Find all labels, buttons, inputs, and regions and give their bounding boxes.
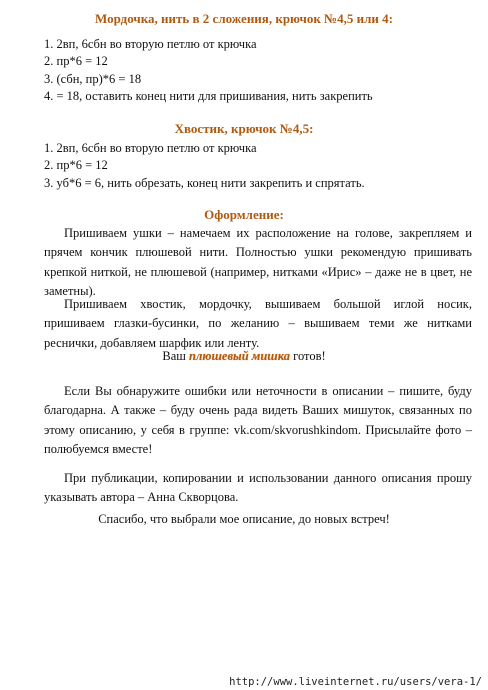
closing-paragraph-copyright: При публикации, копировании и использовании данного описания прошу указывать автора – Анна Скворцова. — [44, 471, 472, 505]
finishing-paragraph-assembly: Пришиваем хвостик, мордочку, вышиваем большой иглой носик, пришиваем глазки-бусинки, по желанию – вышиваем теми же нитками реснички, добавляем шарфик или ленту. — [44, 297, 472, 350]
footer-url: http://www.liveinternet.ru/users/vera-1/ — [229, 676, 482, 688]
finished-text-before: Ваш — [162, 349, 189, 363]
finished-text-after: готов! — [290, 349, 326, 363]
finishing-heading: Оформление: — [204, 207, 284, 222]
muzzle-row-3: 3. (сбн, пр)*6 = 18 — [44, 72, 142, 86]
muzzle-heading: Мордочка, нить в 2 сложения, крючок №4,5 или 4: — [95, 11, 393, 26]
finishing-paragraph-ears: Пришиваем ушки – намечаем их расположение на голове, закрепляем и прячем кончик плюшевой нити. Полностью ушки рекомендую пришивать крепкой ниткой, не плюшевой (например, нитками «Ирис» – даже не в цвет, не заметны). — [44, 226, 472, 298]
finished-bear-line — [0, 348, 488, 364]
tail-row-2: 2. пр*6 = 12 — [44, 158, 108, 172]
closing-thanks: Спасибо, что выбрали мое описание, до новых встреч! — [98, 512, 390, 526]
tail-row-3: 3. уб*6 = 6, нить обрезать, конец нити закрепить и спрятать. — [44, 176, 365, 190]
tail-heading: Хвостик, крючок №4,5: — [174, 121, 314, 136]
muzzle-row-2: 2. пр*6 = 12 — [44, 54, 108, 68]
finished-highlight: плюшевый мишка — [189, 349, 290, 363]
muzzle-row-4: 4. = 18, оставить конец нити для пришивания, нить закрепить — [44, 89, 373, 103]
closing-paragraph-feedback: Если Вы обнаружите ошибки или неточности в описании – пишите, буду благодарна. А также – буду очень рада видеть Ваших мишуток, связанных по этому описанию, у себя в группе: vk.com/skvorushkindom. Присылайте фото – полюбуемся вместе! — [44, 384, 472, 456]
tail-row-1: 1. 2вп, 6сбн во вторую петлю от крючка — [44, 141, 257, 155]
muzzle-row-1: 1. 2вп, 6сбн во вторую петлю от крючка — [44, 37, 257, 51]
